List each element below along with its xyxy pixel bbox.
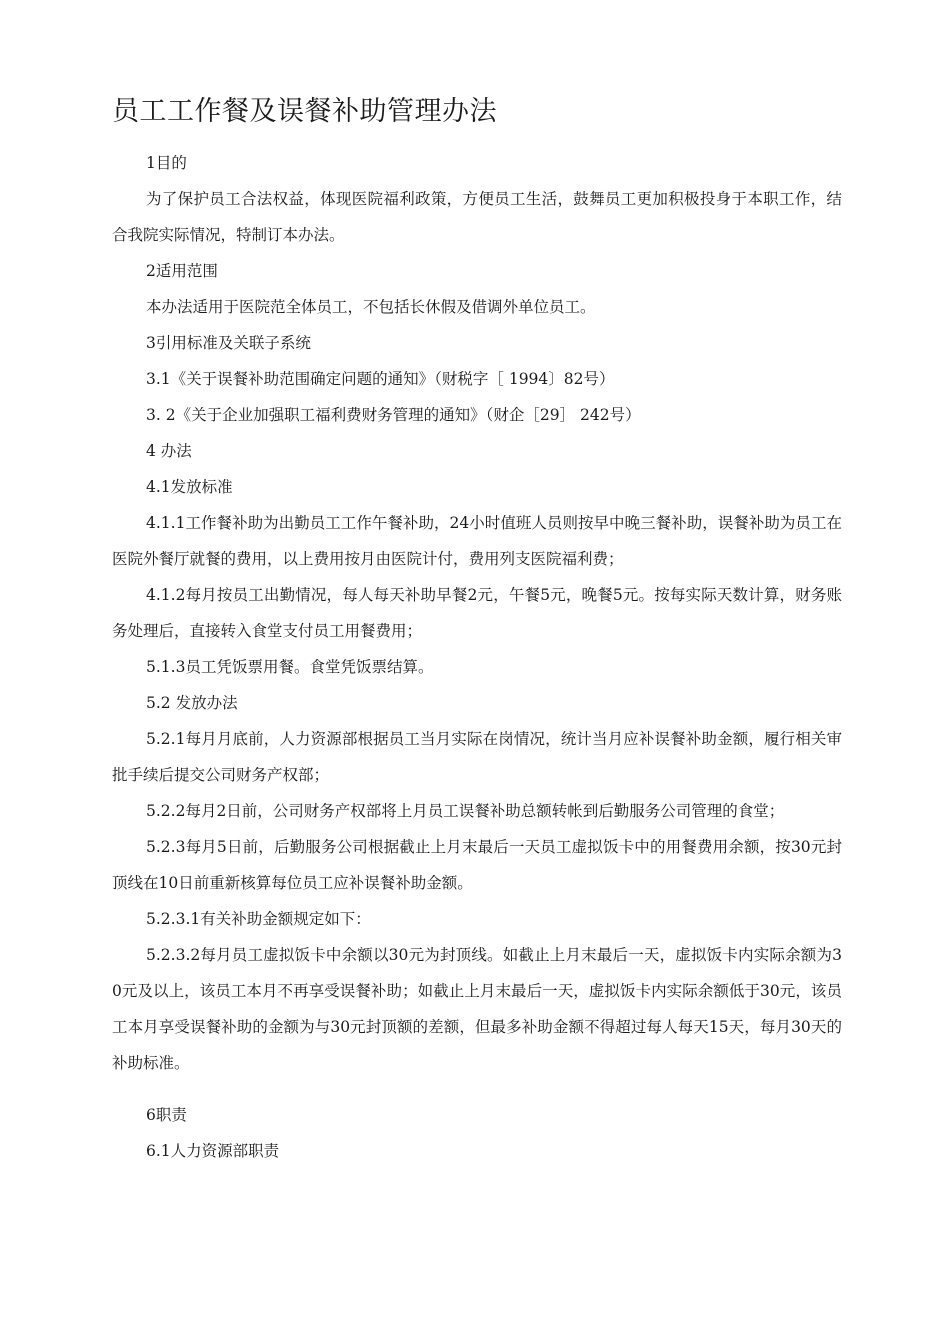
section-heading: 4 办法 xyxy=(146,442,192,460)
document-title: 员工工作餐及误餐补助管理办法 xyxy=(112,96,497,127)
section-heading: 6.1人力资源部职责 xyxy=(146,1142,280,1160)
section-heading: 3引用标准及关联子系统 xyxy=(146,334,311,352)
section-heading: 1目的 xyxy=(146,154,187,172)
paragraph: 5.2.3.1有关补助金额规定如下： xyxy=(146,910,371,928)
section-heading: 5.2 发放办法 xyxy=(146,694,238,712)
section-heading: 2适用范围 xyxy=(146,262,218,280)
paragraph: 4.1.2每月按员工出勤情况，每人每天补助早餐2元，午餐5元，晚餐5元。按每实际天数计算，财务账务处理后，直接转入食堂支付员工用餐费用； xyxy=(112,586,842,640)
paragraph: 5.1.3员工凭饭票用餐。食堂凭饭票结算。 xyxy=(146,658,434,676)
document-body xyxy=(112,145,842,1169)
paragraph: 3.1《关于误餐补助范围确定问题的通知》（财税字［ 1994〕82号） xyxy=(146,370,615,388)
paragraph: 3. 2《关于企业加强职工福利费财务管理的通知》（财企［29］ 242号） xyxy=(146,406,641,424)
paragraph: 4.1.1工作餐补助为出勤员工工作午餐补助，24小时值班人员则按早中晚三餐补助，误餐补助为员工在医院外餐厅就餐的费用，以上费用按月由医院计付，费用列支医院福利费； xyxy=(112,514,842,568)
section-heading: 4.1发放标准 xyxy=(146,478,233,496)
paragraph: 本办法适用于医院范全体员工，不包括长休假及借调外单位员工。 xyxy=(146,298,596,316)
paragraph: 5.2.2每月2日前，公司财务产权部将上月员工误餐补助总额转帐到后勤服务公司管理的食堂； xyxy=(146,802,785,820)
spacer xyxy=(112,1081,842,1097)
paragraph: 为了保护员工合法权益，体现医院福利政策，方便员工生活，鼓舞员工更加积极投身于本职工作，结合我院实际情况，特制订本办法。 xyxy=(112,190,842,244)
section-heading: 6职责 xyxy=(146,1106,187,1124)
paragraph: 5.2.1每月月底前，人力资源部根据员工当月实际在岗情况，统计当月应补误餐补助金额，履行相关审批手续后提交公司财务产权部； xyxy=(112,730,842,784)
paragraph: 5.2.3.2每月员工虚拟饭卡中余额以30元为封顶线。如截止上月末最后一天，虚拟饭卡内实际余额为30元及以上，该员工本月不再享受误餐补助；如截止上月末最后一天，虚拟饭卡内实际余额低于30元，该员工本月享受误餐补助的金额为与30元封顶额的差额，但最多补助金额不得超过每人每天15天，每月30天的补助标准。 xyxy=(112,946,842,1072)
paragraph: 5.2.3每月5日前，后勤服务公司根据截止上月末最后一天员工虚拟饭卡中的用餐费用余额，按30元封顶线在10日前重新核算每位员工应补误餐补助金额。 xyxy=(112,838,842,892)
